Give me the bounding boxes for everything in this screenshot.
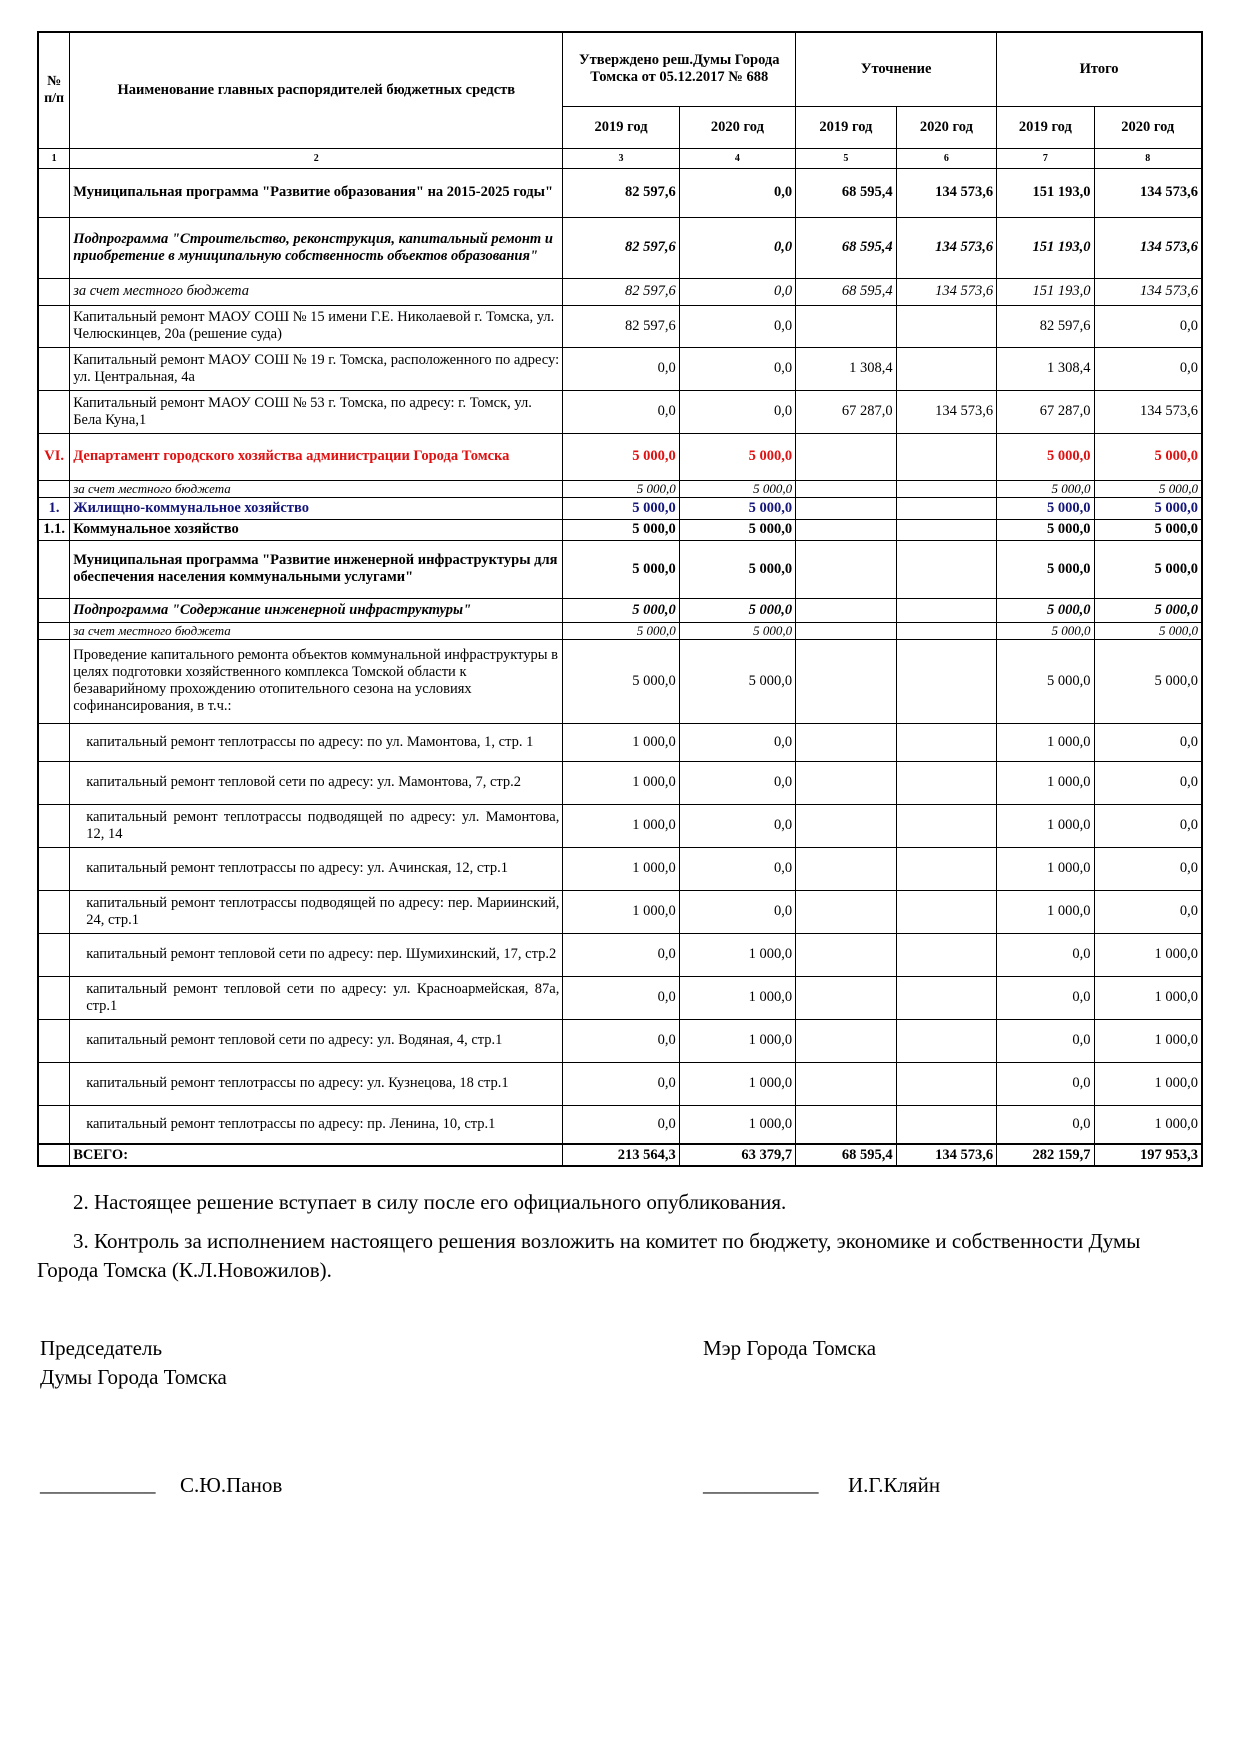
row-name: капитальный ремонт теплотрассы по адресу: ул. Кузнецова, 18 стр.1 (70, 1062, 563, 1105)
row-value: 5 000,0 (1094, 598, 1202, 622)
signature-right-line: ___________ (703, 1472, 819, 1496)
row-name: Капитальный ремонт МАОУ СОШ № 53 г. Томска, по адресу: г. Томск, ул. Бела Куна,1 (70, 390, 563, 433)
row-value: 82 597,6 (563, 278, 679, 305)
row-value: 1 000,0 (1094, 976, 1202, 1019)
budget-table (37, 31, 1203, 1167)
column-number: 1 (38, 148, 70, 168)
row-value: 1 000,0 (1094, 1019, 1202, 1062)
row-value: 0,0 (679, 347, 795, 390)
row-code (38, 639, 70, 723)
row-value (896, 519, 997, 540)
row-value: 5 000,0 (563, 540, 679, 598)
column-number: 8 (1094, 148, 1202, 168)
row-value: 134 573,6 (1094, 217, 1202, 278)
row-value: 134 573,6 (896, 278, 997, 305)
row-value: 5 000,0 (679, 433, 795, 480)
row-name: Департамент городского хозяйства администрации Города Томска (70, 433, 563, 480)
row-value (796, 519, 897, 540)
row-value (896, 433, 997, 480)
row-value (796, 433, 897, 480)
row-value (896, 976, 997, 1019)
row-name: капитальный ремонт тепловой сети по адресу: пер. Шумихинский, 17, стр.2 (70, 933, 563, 976)
row-value (896, 347, 997, 390)
row-value: 134 573,6 (1094, 278, 1202, 305)
row-value: 134 573,6 (896, 390, 997, 433)
row-value (796, 497, 897, 519)
row-value (896, 1019, 997, 1062)
row-name: ВСЕГО: (70, 1144, 563, 1166)
row-code (38, 278, 70, 305)
row-name: Муниципальная программа "Развитие инженерной инфраструктуры для обеспечения населения коммунальными услугами" (70, 540, 563, 598)
table-row (38, 622, 1202, 639)
row-value (796, 305, 897, 347)
row-code (38, 1144, 70, 1166)
row-value: 1 000,0 (997, 723, 1094, 761)
row-value (796, 1019, 897, 1062)
row-name: Подпрограмма "Строительство, реконструкция, капитальный ремонт и приобретение в муниципальную собственность объектов образования" (70, 217, 563, 278)
row-value: 68 595,4 (796, 1144, 897, 1166)
table-row (38, 1105, 1202, 1144)
row-value: 0,0 (679, 305, 795, 347)
row-value: 0,0 (563, 347, 679, 390)
row-value: 5 000,0 (997, 497, 1094, 519)
row-value: 134 573,6 (1094, 168, 1202, 217)
table-row (38, 723, 1202, 761)
row-value: 0,0 (997, 1062, 1094, 1105)
header-year-2020: 2020 год (1094, 106, 1202, 148)
row-value: 0,0 (1094, 804, 1202, 847)
row-value: 0,0 (1094, 847, 1202, 890)
row-name: за счет местного бюджета (70, 480, 563, 497)
row-value: 5 000,0 (1094, 622, 1202, 639)
row-name: Муниципальная программа "Развитие образования" на 2015-2025 годы" (70, 168, 563, 217)
paragraph-effective: 2. Настоящее решение вступает в силу после его официального опубликования. (73, 1190, 787, 1214)
row-value: 1 000,0 (997, 890, 1094, 933)
table-row (38, 761, 1202, 804)
row-value (796, 761, 897, 804)
table-row (38, 890, 1202, 933)
row-value: 151 193,0 (997, 168, 1094, 217)
row-value: 0,0 (997, 1019, 1094, 1062)
row-value: 5 000,0 (997, 598, 1094, 622)
row-value (796, 540, 897, 598)
row-value: 0,0 (679, 804, 795, 847)
signature-right-name: И.Г.Кляйн (848, 1473, 941, 1497)
row-value (796, 622, 897, 639)
row-value: 82 597,6 (563, 217, 679, 278)
row-value: 5 000,0 (563, 622, 679, 639)
row-value: 1 000,0 (563, 804, 679, 847)
row-value: 1 000,0 (563, 847, 679, 890)
budget-table-body (38, 168, 1202, 1166)
row-value: 5 000,0 (563, 598, 679, 622)
row-code: 1. (38, 497, 70, 519)
table-row (38, 433, 1202, 480)
row-value: 1 000,0 (679, 1019, 795, 1062)
row-value: 5 000,0 (997, 433, 1094, 480)
row-value: 0,0 (563, 1105, 679, 1144)
row-value: 0,0 (679, 723, 795, 761)
budget-table-container (37, 31, 1203, 1167)
row-value: 5 000,0 (679, 519, 795, 540)
header-name: Наименование главных распорядителей бюджетных средств (70, 32, 563, 148)
table-row (38, 933, 1202, 976)
row-value (796, 1062, 897, 1105)
row-value (896, 723, 997, 761)
column-number: 5 (796, 148, 897, 168)
row-value: 5 000,0 (679, 497, 795, 519)
row-value: 0,0 (679, 168, 795, 217)
row-name: Коммунальное хозяйство (70, 519, 563, 540)
row-value: 67 287,0 (997, 390, 1094, 433)
row-code (38, 622, 70, 639)
row-value (796, 723, 897, 761)
row-value: 213 564,3 (563, 1144, 679, 1166)
row-value: 5 000,0 (1094, 433, 1202, 480)
row-value (896, 622, 997, 639)
row-value: 0,0 (563, 1062, 679, 1105)
row-name: капитальный ремонт теплотрассы подводящей по адресу: пер. Мариинский, 24, стр.1 (70, 890, 563, 933)
row-value: 5 000,0 (997, 540, 1094, 598)
row-value: 1 308,4 (997, 347, 1094, 390)
row-value: 0,0 (997, 933, 1094, 976)
table-row (38, 390, 1202, 433)
row-value: 1 000,0 (563, 723, 679, 761)
row-value: 151 193,0 (997, 278, 1094, 305)
table-row (38, 540, 1202, 598)
row-value: 1 000,0 (997, 761, 1094, 804)
signature-left-title-1: Председатель (40, 1336, 163, 1360)
row-value: 68 595,4 (796, 278, 897, 305)
row-code (38, 347, 70, 390)
row-value: 134 573,6 (896, 217, 997, 278)
signature-left-line: ___________ (40, 1472, 156, 1496)
row-code: VI. (38, 433, 70, 480)
row-value: 5 000,0 (997, 519, 1094, 540)
row-value: 1 308,4 (796, 347, 897, 390)
row-value: 5 000,0 (679, 639, 795, 723)
row-value: 5 000,0 (1094, 519, 1202, 540)
row-name: капитальный ремонт тепловой сети по адресу: ул. Водяная, 4, стр.1 (70, 1019, 563, 1062)
row-value: 68 595,4 (796, 168, 897, 217)
row-name: Капитальный ремонт МАОУ СОШ № 19 г. Томска, расположенного по адресу: ул. Центральная, 4а (70, 347, 563, 390)
header-num: № п/п (38, 32, 70, 148)
row-name: за счет местного бюджета (70, 622, 563, 639)
row-name: Капитальный ремонт МАОУ СОШ № 15 имени Г.Е. Николаевой г. Томска, ул. Челюскинцев, 20а (решение суда) (70, 305, 563, 347)
row-value: 5 000,0 (997, 480, 1094, 497)
row-value: 5 000,0 (679, 622, 795, 639)
row-name: капитальный ремонт тепловой сети по адресу: ул. Красноармейская, 87а, стр.1 (70, 976, 563, 1019)
header-approved: Утверждено реш.Думы Города Томска от 05.12.2017 № 688 (563, 32, 796, 106)
column-number: 4 (679, 148, 795, 168)
row-name: капитальный ремонт тепловой сети по адресу: ул. Мамонтова, 7, стр.2 (70, 761, 563, 804)
row-value: 82 597,6 (997, 305, 1094, 347)
column-number: 2 (70, 148, 563, 168)
row-name: капитальный ремонт теплотрассы по адресу: по ул. Мамонтова, 1, стр. 1 (70, 723, 563, 761)
row-value: 1 000,0 (679, 976, 795, 1019)
row-value: 151 193,0 (997, 217, 1094, 278)
row-value: 5 000,0 (679, 540, 795, 598)
row-value (896, 305, 997, 347)
row-value: 197 953,3 (1094, 1144, 1202, 1166)
table-row (38, 639, 1202, 723)
row-value: 5 000,0 (1094, 480, 1202, 497)
row-value: 5 000,0 (679, 480, 795, 497)
row-value: 0,0 (1094, 347, 1202, 390)
row-name: Подпрограмма "Содержание инженерной инфраструктуры" (70, 598, 563, 622)
row-value (796, 804, 897, 847)
row-value: 0,0 (1094, 890, 1202, 933)
row-value (896, 804, 997, 847)
header-year-2019: 2019 год (563, 106, 679, 148)
row-value: 5 000,0 (679, 598, 795, 622)
row-code (38, 168, 70, 217)
signature-left-title-2: Думы Города Томска (40, 1365, 227, 1389)
signature-left-name: С.Ю.Панов (180, 1473, 283, 1497)
row-value: 0,0 (1094, 761, 1202, 804)
row-value (796, 1105, 897, 1144)
row-value (896, 497, 997, 519)
row-name: капитальный ремонт теплотрассы по адресу: пр. Ленина, 10, стр.1 (70, 1105, 563, 1144)
row-value: 0,0 (679, 890, 795, 933)
row-code (38, 1062, 70, 1105)
row-code (38, 847, 70, 890)
row-value: 134 573,6 (896, 168, 997, 217)
row-name: Проведение капитального ремонта объектов коммунальной инфраструктуры в целях подготовки хозяйственного комплекса Томской области к безаварийному прохождению отопительного сезона на условиях софинансирования, в т.ч.: (70, 639, 563, 723)
row-value: 1 000,0 (679, 1062, 795, 1105)
header-year-2019: 2019 год (796, 106, 897, 148)
row-value: 82 597,6 (563, 305, 679, 347)
row-code (38, 933, 70, 976)
row-code (38, 390, 70, 433)
row-value (896, 540, 997, 598)
row-value: 0,0 (563, 390, 679, 433)
column-number: 6 (896, 148, 997, 168)
row-value: 0,0 (563, 976, 679, 1019)
row-value (796, 890, 897, 933)
row-value: 5 000,0 (1094, 497, 1202, 519)
table-row (38, 347, 1202, 390)
row-value: 5 000,0 (563, 480, 679, 497)
row-value: 1 000,0 (563, 761, 679, 804)
row-value: 67 287,0 (796, 390, 897, 433)
row-code (38, 1019, 70, 1062)
header-year-2020: 2020 год (896, 106, 997, 148)
row-code (38, 890, 70, 933)
row-name: капитальный ремонт теплотрассы подводящей по адресу: ул. Мамонтова, 12, 14 (70, 804, 563, 847)
row-value: 5 000,0 (563, 497, 679, 519)
row-value: 68 595,4 (796, 217, 897, 278)
total-row (38, 1144, 1202, 1166)
row-value: 0,0 (997, 976, 1094, 1019)
row-value: 0,0 (679, 761, 795, 804)
row-value (896, 598, 997, 622)
row-value (796, 639, 897, 723)
row-value: 0,0 (679, 847, 795, 890)
row-value: 82 597,6 (563, 168, 679, 217)
table-row (38, 519, 1202, 540)
row-value: 0,0 (679, 390, 795, 433)
table-row (38, 278, 1202, 305)
row-value (896, 1062, 997, 1105)
row-value (796, 976, 897, 1019)
row-value (796, 480, 897, 497)
row-code (38, 217, 70, 278)
row-value: 1 000,0 (563, 890, 679, 933)
table-row (38, 804, 1202, 847)
table-row (38, 847, 1202, 890)
header-year-2020: 2020 год (679, 106, 795, 148)
row-value: 1 000,0 (997, 804, 1094, 847)
row-value (896, 933, 997, 976)
row-code (38, 804, 70, 847)
row-code (38, 305, 70, 347)
row-value: 5 000,0 (563, 639, 679, 723)
row-value: 1 000,0 (679, 933, 795, 976)
row-value: 282 159,7 (997, 1144, 1094, 1166)
row-value: 5 000,0 (997, 639, 1094, 723)
row-code (38, 480, 70, 497)
table-row (38, 598, 1202, 622)
table-row (38, 497, 1202, 519)
row-value: 134 573,6 (1094, 390, 1202, 433)
row-value: 5 000,0 (563, 433, 679, 480)
row-value: 5 000,0 (997, 622, 1094, 639)
row-code: 1.1. (38, 519, 70, 540)
header-refine: Уточнение (796, 32, 997, 106)
row-value: 0,0 (1094, 305, 1202, 347)
row-value: 0,0 (997, 1105, 1094, 1144)
row-value: 5 000,0 (563, 519, 679, 540)
row-value: 63 379,7 (679, 1144, 795, 1166)
column-number: 7 (997, 148, 1094, 168)
row-value: 0,0 (679, 278, 795, 305)
header-total: Итого (997, 32, 1202, 106)
row-value: 1 000,0 (1094, 933, 1202, 976)
table-row (38, 1062, 1202, 1105)
row-value (796, 598, 897, 622)
table-row (38, 480, 1202, 497)
row-code (38, 540, 70, 598)
row-value (896, 1105, 997, 1144)
row-value: 0,0 (563, 1019, 679, 1062)
row-code (38, 976, 70, 1019)
row-value: 5 000,0 (1094, 639, 1202, 723)
row-value (796, 933, 897, 976)
table-row (38, 217, 1202, 278)
header-year-2019: 2019 год (997, 106, 1094, 148)
row-value: 134 573,6 (896, 1144, 997, 1166)
table-row (38, 305, 1202, 347)
row-value (896, 480, 997, 497)
row-value: 0,0 (679, 217, 795, 278)
row-code (38, 1105, 70, 1144)
row-code (38, 723, 70, 761)
row-value (896, 761, 997, 804)
row-name: Жилищно-коммунальное хозяйство (70, 497, 563, 519)
row-value: 5 000,0 (1094, 540, 1202, 598)
row-value: 0,0 (1094, 723, 1202, 761)
signature-right-title: Мэр Города Томска (703, 1336, 877, 1360)
row-value (896, 639, 997, 723)
table-row (38, 1019, 1202, 1062)
row-value (896, 847, 997, 890)
row-value: 0,0 (563, 933, 679, 976)
row-value (896, 890, 997, 933)
row-value (796, 847, 897, 890)
row-name: капитальный ремонт теплотрассы по адресу: ул. Ачинская, 12, стр.1 (70, 847, 563, 890)
row-code (38, 761, 70, 804)
paragraph-control: 3. Контроль за исполнением настоящего решения возложить на комитет по бюджету, экономике и собственности Думы Города Томска (К.Л.Новожилов). (37, 1229, 1141, 1282)
table-row (38, 976, 1202, 1019)
table-row (38, 168, 1202, 217)
column-number: 3 (563, 148, 679, 168)
row-value: 1 000,0 (679, 1105, 795, 1144)
row-value: 1 000,0 (1094, 1062, 1202, 1105)
row-value: 1 000,0 (997, 847, 1094, 890)
row-code (38, 598, 70, 622)
row-value: 1 000,0 (1094, 1105, 1202, 1144)
row-name: за счет местного бюджета (70, 278, 563, 305)
